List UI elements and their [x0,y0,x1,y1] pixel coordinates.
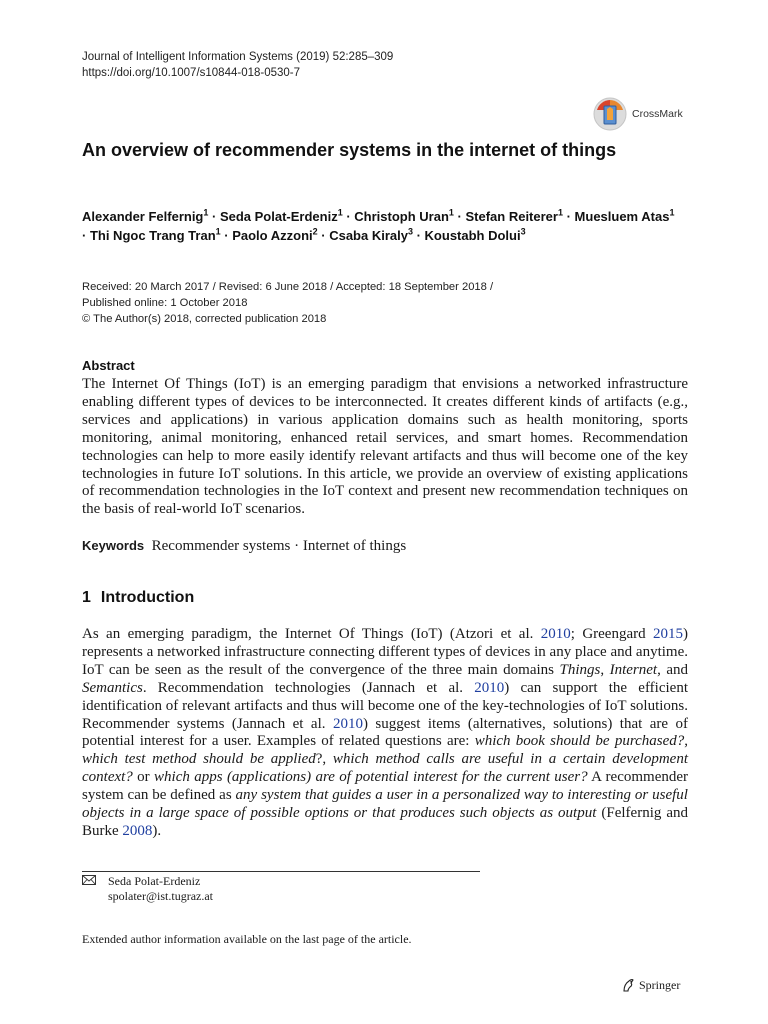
author-name: Stefan Reiterer$^1$ [465,207,563,224]
body-text: (Felfernig and Burke [82,805,689,839]
received-revised-accepted: Received: 20 March 2017 / Revised: 6 June 2018 / Accepted: 18 September 2018 / [82,281,494,293]
author-separator: · [82,228,90,243]
author-separator: · [317,228,330,243]
author-separator: · [412,228,425,243]
author-name: Csaba Kiraly$^3$ [329,226,413,243]
author-affiliation-marker: 3 [407,226,413,237]
copyright-line: © The Author(s) 2018, corrected publication 2018 [82,313,327,325]
emphasis-text: Internet [609,661,658,678]
springer-horse-icon [620,977,636,993]
author-name: Muesluem Atas$^1$ [574,207,675,224]
body-text: ?, [315,751,333,768]
section-title: Introduction [100,589,195,606]
emphasis-text: which apps (applications) are of potential interest for the current user? [154,769,588,786]
author-affiliation-marker: 3 [520,226,526,237]
section-number: 1 [82,589,91,606]
doi-link[interactable]: https://doi.org/10.1007/s10844-018-0530-7 [82,67,301,79]
body-text: A recommender system can be defined as [82,769,688,804]
author-affiliation-marker: 1 [203,207,209,218]
section-heading-introduction [82,589,194,607]
emphasis-text: which test method should be applied [82,751,316,768]
citation-link[interactable]: 2010 [474,679,505,696]
emphasis-text: which book should be purchased? [474,733,685,750]
published-online: Published online: 1 October 2018 [82,297,248,309]
keywords-label: Keywords [82,538,145,553]
author-affiliation-marker: 1 [669,207,675,218]
envelope-icon [82,874,108,889]
citation-link[interactable]: 2008 [122,822,153,839]
crossmark-badge[interactable] [592,96,683,132]
paper-title: An overview of recommender systems in the internet of things [82,140,617,160]
author-separator: · [453,209,466,224]
author-separator: · [562,209,575,224]
citation-link[interactable]: 2015 [653,626,683,642]
citation-link[interactable]: 2010 [332,715,363,732]
citation-link[interactable]: 2010 [540,626,571,642]
journal-header [82,49,393,81]
author-name: Seda Polat-Erdeniz$^1$ [219,207,343,224]
abstract-text: The Internet Of Things (IoT) is an emerging paradigm that envisions a networked infrastructure enabling different types of devices to be interconnected. It creates different kinds of artifacts (e.g., services and applications) in various application domains such as health monitoring, sports monitoring, animal monitoring, enhanced retail services, and smart homes. Recommendation technologies can help to more easily identify relevant artifacts and thus will become one of the key technologies in future IoT solutions. In this article, we provide an overview of existing applications of recommendation technologies in the IoT context and present new recommendation techniques on the basis of real-world IoT scenarios. [82,376,688,518]
keywords-text: Recommender systems · Internet of things [151,538,407,554]
body-text: ) represents a networked infrastructure connecting different types of devices in any place and anytime. IoT can be seen as the result of the convergence of the three main domains [82,626,688,678]
emphasis-text: Semantics [82,679,143,696]
emphasis-text: which method calls are useful in a certain development context? [82,751,688,786]
body-text: , and [657,661,688,678]
introduction-paragraph [82,626,688,841]
body-text: ; Greengard [570,626,653,642]
author-affiliation-marker: 1 [215,226,221,237]
crossmark-icon [592,96,628,132]
author-affiliation-marker: 1 [448,207,454,218]
author-name: Christoph Uran$^1$ [354,207,454,224]
author-name: Thi Ngoc Trang Tran$^1$ [89,226,221,243]
footnote-divider [82,871,480,872]
body-text: or [132,769,155,786]
author-list [82,207,682,245]
author-separator: · [208,209,220,224]
author-affiliation-marker: 1 [557,207,563,218]
author-name: Koustabh Dolui$^3$ [424,226,526,243]
publication-dates [82,279,493,327]
springer-logo [620,977,680,993]
author-name: Paolo Azzoni$^2$ [232,226,318,243]
extended-author-note: Extended author information available on the last page of the article. [82,932,412,946]
corresponding-author-name: Seda Polat-Erdeniz [108,874,201,888]
emphasis-text: any system that guides a user in a personalized way to interesting or useful objects in a large space of possible options or that produces such objects as output [82,787,688,822]
body-text: As an emerging paradigm, the Internet Of Things (IoT) (Atzori et al. [82,626,541,642]
author-name: Alexander Felfernig$^1$ [82,207,209,224]
springer-label: Springer [639,977,681,992]
crossmark-label: CrossMark [632,108,683,120]
corresponding-author-email[interactable]: spolater@ist.tugraz.at [108,889,214,903]
author-affiliation-marker: 1 [337,207,343,218]
body-text: ) suggest items (alternatives, solutions) that are of potential interest for a user. Examples of related questions are: [82,715,689,750]
author-separator: · [342,209,355,224]
body-text: , [684,733,688,750]
journal-citation: Journal of Intelligent Information Systems (2019) 52:285–309 [82,51,394,63]
abstract-heading: Abstract [82,358,135,373]
emphasis-text: Things [559,661,601,678]
author-separator: · [220,228,233,243]
body-text: ) can support the efficient identification of relevant artifacts and thus will become one of the key-technologies of IoT solutions. Recommender systems (Jannach et al. [82,679,688,732]
body-text: . Recommendation technologies (Jannach et al. [142,679,475,696]
keywords [82,537,406,555]
body-text: ). [152,822,162,839]
body-text: , [600,661,610,678]
corresponding-author-footnote [82,874,213,904]
author-affiliation-marker: 2 [312,226,318,237]
